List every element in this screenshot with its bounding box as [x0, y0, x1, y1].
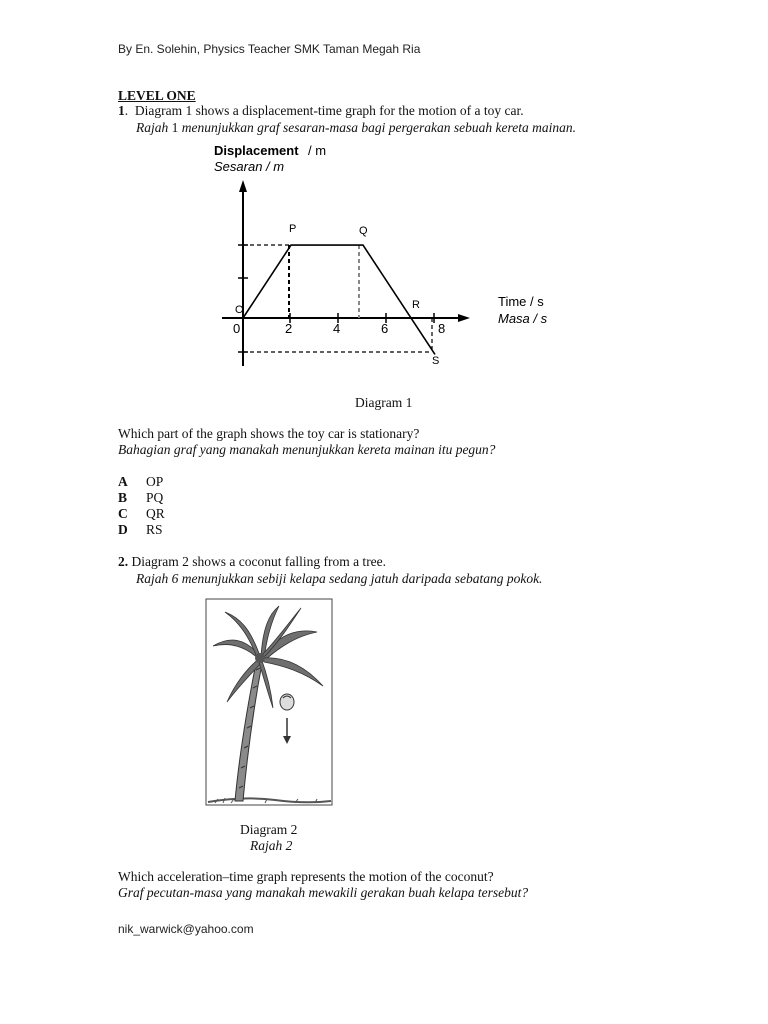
- q2-number: 2.: [118, 554, 129, 569]
- q1-option-c[interactable]: C QR: [118, 506, 165, 521]
- point-label-r: R: [412, 299, 420, 311]
- tick-label-4: 4: [333, 321, 341, 336]
- tick-label-8: 8: [438, 321, 446, 336]
- displacement-line: [243, 245, 435, 354]
- coconut-cluster: [255, 653, 265, 663]
- diagram-2-caption-en: Diagram 2: [240, 822, 298, 837]
- q2-question-en: Which acceleration–time graph represents the motion of the coconut?: [118, 869, 494, 884]
- tick-label-0: 0: [233, 321, 241, 336]
- footer-email: nik_warwick@yahoo.com: [118, 922, 254, 936]
- q2-text-en: [118, 554, 386, 570]
- q1-option-d[interactable]: D RS: [118, 522, 163, 537]
- tick-label-2: 2: [285, 321, 293, 336]
- ground: [208, 798, 331, 802]
- point-label-o: O: [235, 304, 244, 316]
- q1-ms-lead: Rajah: [136, 120, 169, 135]
- point-label-q: Q: [359, 225, 368, 237]
- y-label-ms: Sesaran / m: [214, 159, 285, 174]
- q1-statement-en: Diagram 1 shows a displacement-time graph for the motion of a toy car.: [134, 103, 524, 118]
- diagram-2-coconut-tree-illustration: [205, 598, 335, 808]
- q1-number: 1: [118, 103, 125, 118]
- point-label-p: P: [289, 223, 297, 235]
- y-label-en-unit: / m: [308, 143, 327, 158]
- q2-question-ms: Graf pecutan-masa yang manakah mewakili gerakan buah kelapa tersebut?: [118, 885, 529, 900]
- x-label-en: Time / s: [498, 294, 544, 309]
- q1-question-ms: Bahagian graf yang manakah menunjukkan kereta mainan itu pegun?: [118, 442, 496, 457]
- q1-ms-num: 1: [171, 120, 179, 135]
- q1-question-en: Which part of the graph shows the toy car is stationary?: [118, 426, 420, 441]
- q1-text-en: 1. Diagram 1 shows a displacement-time graph for the motion of a toy car.: [118, 103, 524, 118]
- x-axis-arrow: [458, 314, 470, 322]
- q1-option-a[interactable]: A OP: [118, 474, 164, 489]
- y-axis-arrow: [239, 180, 247, 192]
- q1-option-b[interactable]: B PQ: [118, 490, 164, 505]
- q1-ms-rest: menunjukkan graf sesaran-masa bagi pergerakan sebuah kereta mainan.: [181, 120, 576, 135]
- q2-statement-en: Diagram 2 shows a coconut falling from a tree.: [131, 554, 387, 569]
- level-title: LEVEL ONE: [118, 88, 196, 103]
- page-header-author: By En. Solehin, Physics Teacher SMK Taman Megah Ria: [118, 42, 421, 56]
- diagram-1-graph: [200, 138, 570, 378]
- falling-arrow-head: [283, 736, 291, 744]
- y-label-en: Displacement: [214, 143, 299, 158]
- q1-text-ms: [136, 120, 576, 136]
- x-label-ms: Masa / s: [498, 311, 548, 326]
- diagram-2-caption-ms: Rajah 2: [250, 838, 293, 853]
- diagram-1-caption: Diagram 1: [355, 395, 413, 410]
- tick-label-6: 6: [381, 321, 389, 336]
- q2-text-ms: Rajah 6 menunjukkan sebiji kelapa sedang jatuh daripada sebatang pokok.: [136, 571, 543, 586]
- point-label-s: S: [432, 355, 440, 367]
- palm-fronds: [213, 606, 323, 708]
